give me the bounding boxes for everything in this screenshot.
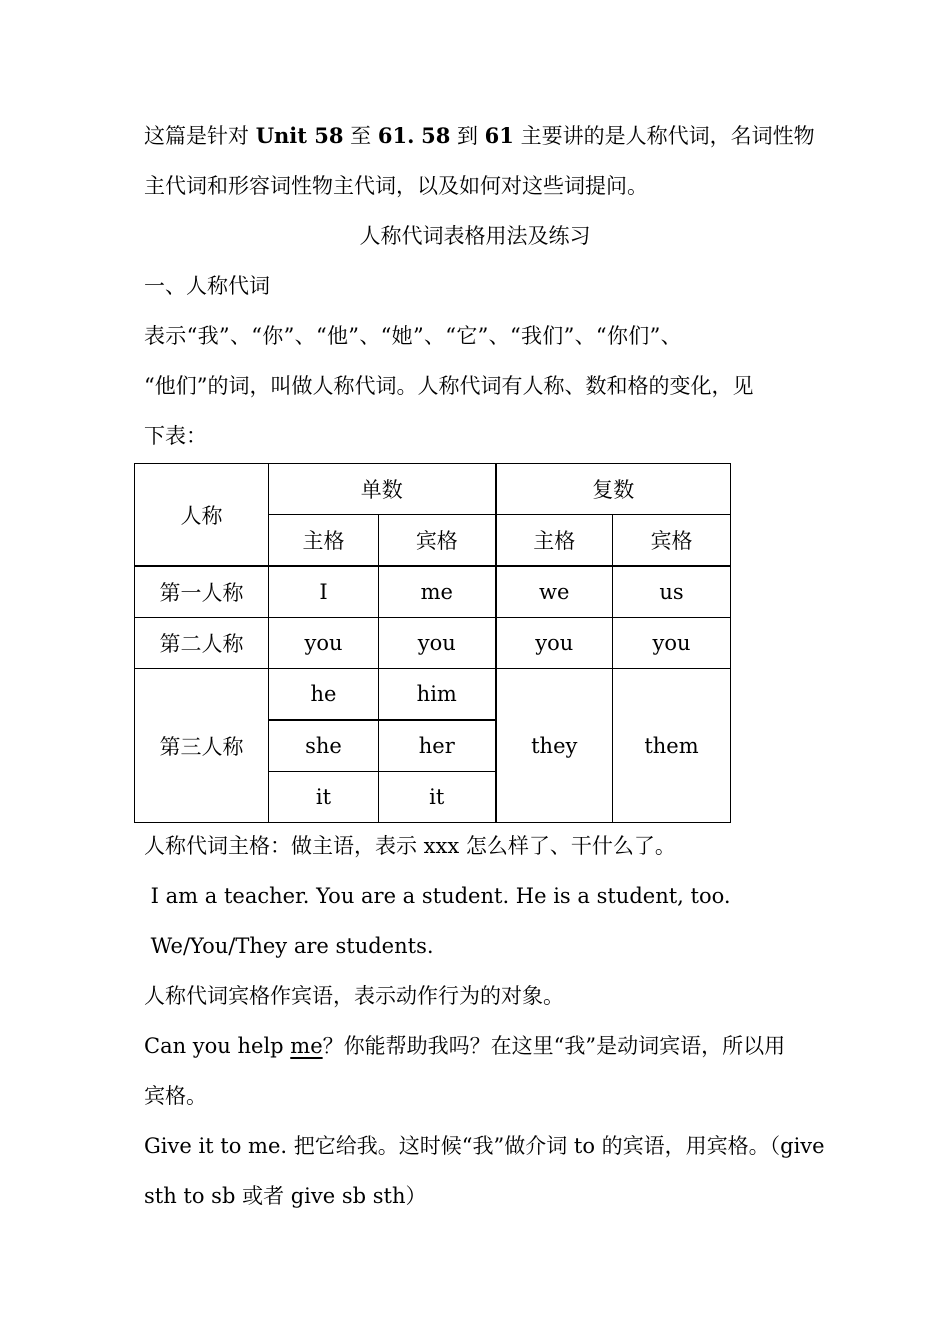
example-1: I am a teacher. You are a student. He is a student, too. [144,884,731,908]
para1-line-2: “他们”的词，叫做人称代词。人称代词有人称、数和格的变化，见 [144,374,754,398]
section-heading: 一、人称代词 [144,274,270,298]
example-2: We/You/They are students. [144,934,434,958]
para1-line-3: 下表： [144,424,207,448]
cell: you [379,618,496,669]
header-subj-singular: 主格 [269,515,379,567]
header-plural: 复数 [496,464,731,515]
object-rule: 人称代词宾格作宾语，表示动作行为的对象。 [144,984,564,1008]
page-title: 人称代词表格用法及练习 [359,224,591,248]
example-3-line-2: 宾格。 [144,1084,207,1108]
cell: you [269,618,379,669]
cell: he [269,669,379,721]
cell: I [269,566,379,618]
header-singular: 单数 [269,464,496,515]
intro-text-c: 到 [450,124,485,148]
table-row [135,618,731,669]
cell: me [379,566,496,618]
subject-rule: 人称代词主格：做主语，表示 xxx 怎么样了、干什么了。 [144,834,676,858]
example-3-text-a: Can you help [144,1034,291,1058]
cell: them [613,669,731,823]
example-3-text-b: ？你能帮助我吗？在这里“我”是动词宾语，所以用 [322,1034,786,1058]
cell: it [379,772,496,823]
row-label: 第三人称 [135,669,269,823]
header-obj-singular: 宾格 [379,515,496,567]
unit-range-start: Unit 58 [255,123,344,148]
para1-line-1: 表示“我”、“你”、“他”、“她”、“它”、“我们”、“你们”、 [144,324,682,348]
example-4-line-2: sth to sb 或者 give sb sth） [144,1184,427,1208]
cell: her [379,720,496,772]
intro-text-b: 至 [343,124,378,148]
unit-61: 61 [484,123,514,148]
cell: you [613,618,731,669]
cell: she [269,720,379,772]
header-obj-plural: 宾格 [613,515,731,567]
cell: we [496,566,613,618]
table-row [135,669,731,721]
cell: you [496,618,613,669]
cell: us [613,566,731,618]
intro-text-d: 主要讲的是人称代词，名词性物 [513,124,815,148]
unit-range-end: 61. [377,123,415,148]
example-3-line-1 [144,1031,785,1061]
row-label: 第二人称 [135,618,269,669]
cell: it [269,772,379,823]
header-subj-plural: 主格 [496,515,613,567]
underlined-me: me [290,1034,323,1058]
cell: him [379,669,496,721]
table-corner: 人称 [135,464,269,567]
intro-line-1 [144,121,815,151]
pronoun-table [134,463,731,823]
intro-text-a: 这篇是针对 [144,124,256,148]
table-row [135,566,731,618]
row-label: 第一人称 [135,566,269,618]
example-4-line-1: Give it to me. 把它给我。这时候“我”做介词 to 的宾语，用宾格。（give [144,1134,825,1158]
intro-line-2: 主代词和形容词性物主代词，以及如何对这些词提问。 [144,174,648,198]
unit-58: 58 [421,123,451,148]
cell: they [496,669,613,823]
